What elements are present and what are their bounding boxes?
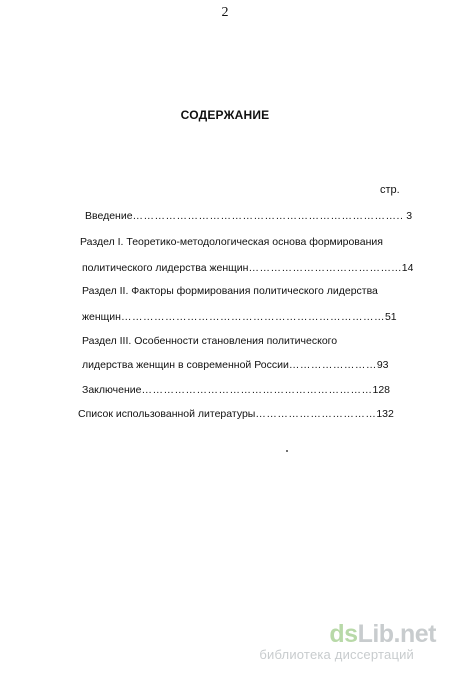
scan-speck [286,450,288,452]
toc-entry-text: Раздел I. Теоретико-методологическая основа формирования [80,236,383,248]
toc-entry-text: Список использованной литературы [78,408,256,420]
toc-leader-dots: …………………………………... [248,262,402,274]
toc-entry-conclusion [82,383,390,397]
toc-entry-section-3-line-1 [82,334,337,348]
toc-leader-dots: ……………………………………………………………… [120,311,385,323]
toc-entry-section-2-line-2 [82,310,397,324]
toc-entry-section-2-line-1 [82,284,378,298]
toc-page-number: 128 [372,384,391,396]
page-column-label: стр. [380,184,400,196]
toc-entry-section-3-line-2 [82,358,389,372]
toc-entry-text: Раздел III. Особенности становления политического [82,335,338,347]
toc-entry-text: Раздел II. Факторы формирования политического лидерства [82,285,378,297]
toc-entry-text: политического лидерства женщин [82,262,249,274]
toc-entry-introduction [85,209,412,223]
watermark-caption: библиотека диссертаций [259,647,415,662]
toc-leader-dots: …………………………… [255,408,377,420]
page-number: 2 [221,5,229,20]
toc-entry-bibliography [78,407,394,421]
toc-entry-section-1-line-2 [82,261,413,275]
toc-page-number: 132 [376,408,394,420]
toc-leader-dots: ……………………………………………………… [141,384,373,396]
toc-page-number: 93 [376,359,389,371]
toc-entry-text: лидерства женщин в современной России [82,359,289,371]
watermark-logo: dsLib.net [329,620,436,648]
toc-entry-section-1-line-1 [80,235,383,249]
toc-title: СОДЕРЖАНИЕ [180,108,270,122]
toc-page-number: 51 [384,311,397,323]
toc-page-number: 14 [401,262,414,274]
toc-entry-text: женщин [82,311,121,323]
toc-leader-dots: ……………………………………………………………….. [132,210,404,222]
toc-leader-dots: …………………… [288,359,377,371]
toc-entry-text: Заключение [82,384,142,396]
toc-page-number: 3 [403,210,413,222]
toc-entry-text: Введение [85,210,133,222]
watermark [259,621,436,662]
